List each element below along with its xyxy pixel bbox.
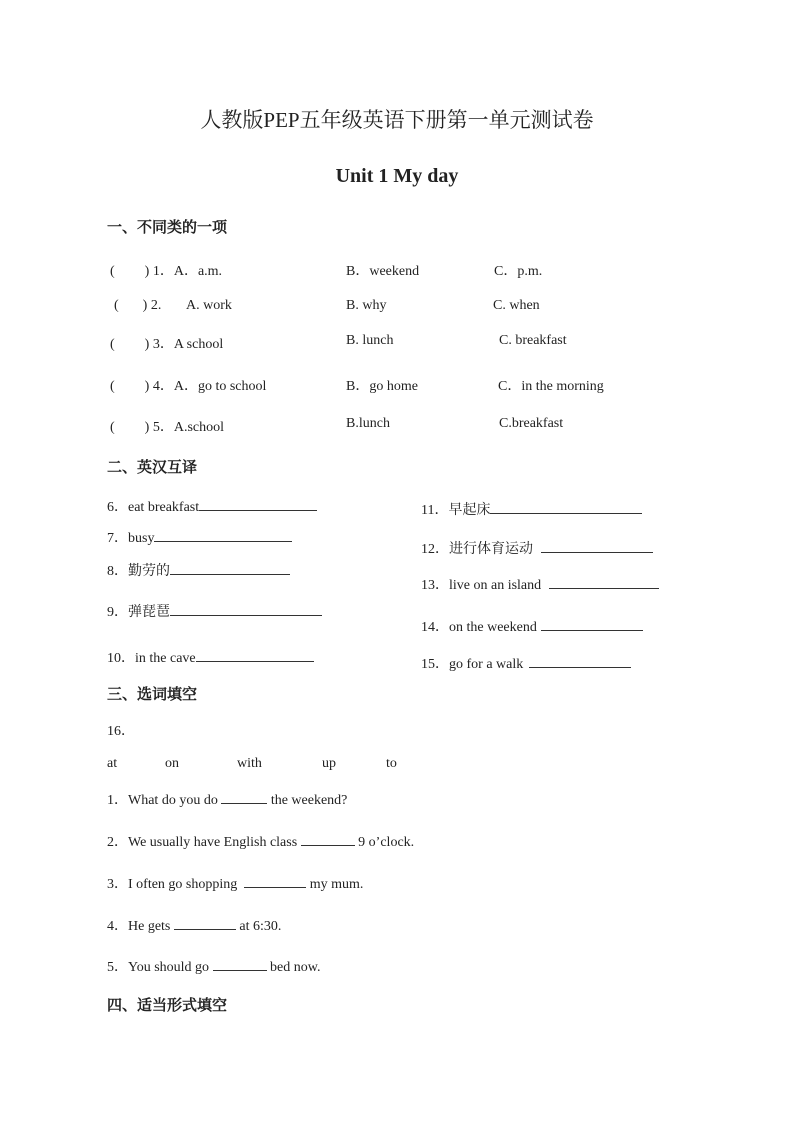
fill-sentence-4: 4．He gets at 6:30. bbox=[107, 915, 281, 935]
word-bank-to: to bbox=[386, 756, 397, 771]
q14-item: 14．on the weekend bbox=[421, 616, 643, 636]
q16-number: 16． bbox=[107, 724, 135, 739]
q4-bracket: ( bbox=[110, 379, 115, 394]
q1-bracket: ( bbox=[110, 264, 115, 279]
fill-sentence-5: 5．You should go bed now. bbox=[107, 956, 320, 976]
word-bank-at: at bbox=[107, 756, 118, 771]
answer-blank[interactable] bbox=[154, 527, 292, 542]
section4-heading: 四、适当形式填空 bbox=[107, 996, 228, 1014]
answer-blank[interactable] bbox=[170, 560, 290, 575]
q5-bracket: ( bbox=[110, 420, 115, 435]
q3-option-c: C. breakfast bbox=[499, 333, 567, 348]
page-title: 人教版PEP五年级英语下册第一单元测试卷 bbox=[200, 108, 594, 132]
fill-sentence-2: 2．We usually have English class 9 o’clock. bbox=[107, 831, 414, 851]
q2-option-c: C. when bbox=[493, 298, 540, 313]
q1-option-b: B．weekend bbox=[346, 264, 420, 279]
q2-option-a: A. work bbox=[186, 298, 232, 313]
q3-number-a: ) 3．A school bbox=[144, 337, 224, 352]
word-bank-on: on bbox=[165, 756, 179, 771]
answer-blank[interactable] bbox=[529, 653, 631, 668]
q4-row bbox=[110, 375, 266, 395]
answer-blank[interactable] bbox=[196, 647, 314, 662]
q10-item: 10．in the cave bbox=[107, 647, 314, 667]
q5-option-c: C.breakfast bbox=[499, 416, 564, 431]
answer-blank[interactable] bbox=[170, 601, 322, 616]
answer-blank[interactable] bbox=[174, 915, 236, 930]
q15-item: 15．go for a walk bbox=[421, 653, 631, 673]
section3-heading: 三、选词填空 bbox=[107, 685, 198, 703]
answer-blank[interactable] bbox=[549, 574, 659, 589]
answer-blank[interactable] bbox=[541, 616, 643, 631]
answer-blank[interactable] bbox=[221, 789, 267, 804]
unit-subtitle: Unit 1 My day bbox=[335, 165, 459, 187]
q4-option-b: B．go home bbox=[346, 379, 418, 394]
q13-item: 13．live on an island bbox=[421, 574, 659, 594]
q2-option-b: B. why bbox=[346, 298, 387, 313]
answer-blank[interactable] bbox=[541, 538, 653, 553]
q5-option-b: B.lunch bbox=[346, 416, 390, 431]
q5-number-a: ) 5．A.school bbox=[144, 420, 224, 435]
q12-item: 12．进行体育运动 bbox=[421, 538, 653, 558]
fill-sentence-1: 1．What do you do the weekend? bbox=[107, 789, 347, 809]
word-bank-with: with bbox=[237, 756, 262, 771]
q3-bracket: ( bbox=[110, 337, 115, 352]
q8-item: 8．勤劳的 bbox=[107, 560, 290, 580]
q1-option-c: C．p.m. bbox=[494, 264, 543, 279]
answer-blank[interactable] bbox=[213, 956, 267, 971]
q9-item: 9．弹琵琶 bbox=[107, 601, 322, 621]
word-bank-up: up bbox=[322, 756, 336, 771]
q6-item: 6．eat breakfast bbox=[107, 496, 317, 516]
q3-row bbox=[110, 333, 223, 353]
section2-heading: 二、英汉互译 bbox=[107, 458, 198, 476]
q1-number-a: ) 1．A．a.m. bbox=[144, 264, 223, 279]
q3-option-b: B. lunch bbox=[346, 333, 394, 348]
q2-row bbox=[114, 298, 161, 314]
answer-blank[interactable] bbox=[244, 873, 306, 888]
q4-number-a: ) 4．A．go to school bbox=[144, 379, 267, 394]
section1-heading: 一、不同类的一项 bbox=[107, 218, 228, 236]
q2-number: ) 2. bbox=[142, 298, 162, 313]
fill-sentence-3: 3．I often go shopping my mum. bbox=[107, 873, 363, 893]
q2-bracket: ( bbox=[114, 298, 119, 313]
answer-blank[interactable] bbox=[199, 496, 317, 511]
q11-item: 11．早起床 bbox=[421, 499, 642, 519]
q5-row bbox=[110, 416, 224, 436]
q1-row bbox=[110, 260, 222, 280]
answer-blank[interactable] bbox=[490, 499, 642, 514]
q7-item: 7．busy bbox=[107, 527, 292, 547]
answer-blank[interactable] bbox=[301, 831, 355, 846]
q4-option-c: C．in the morning bbox=[498, 379, 604, 394]
